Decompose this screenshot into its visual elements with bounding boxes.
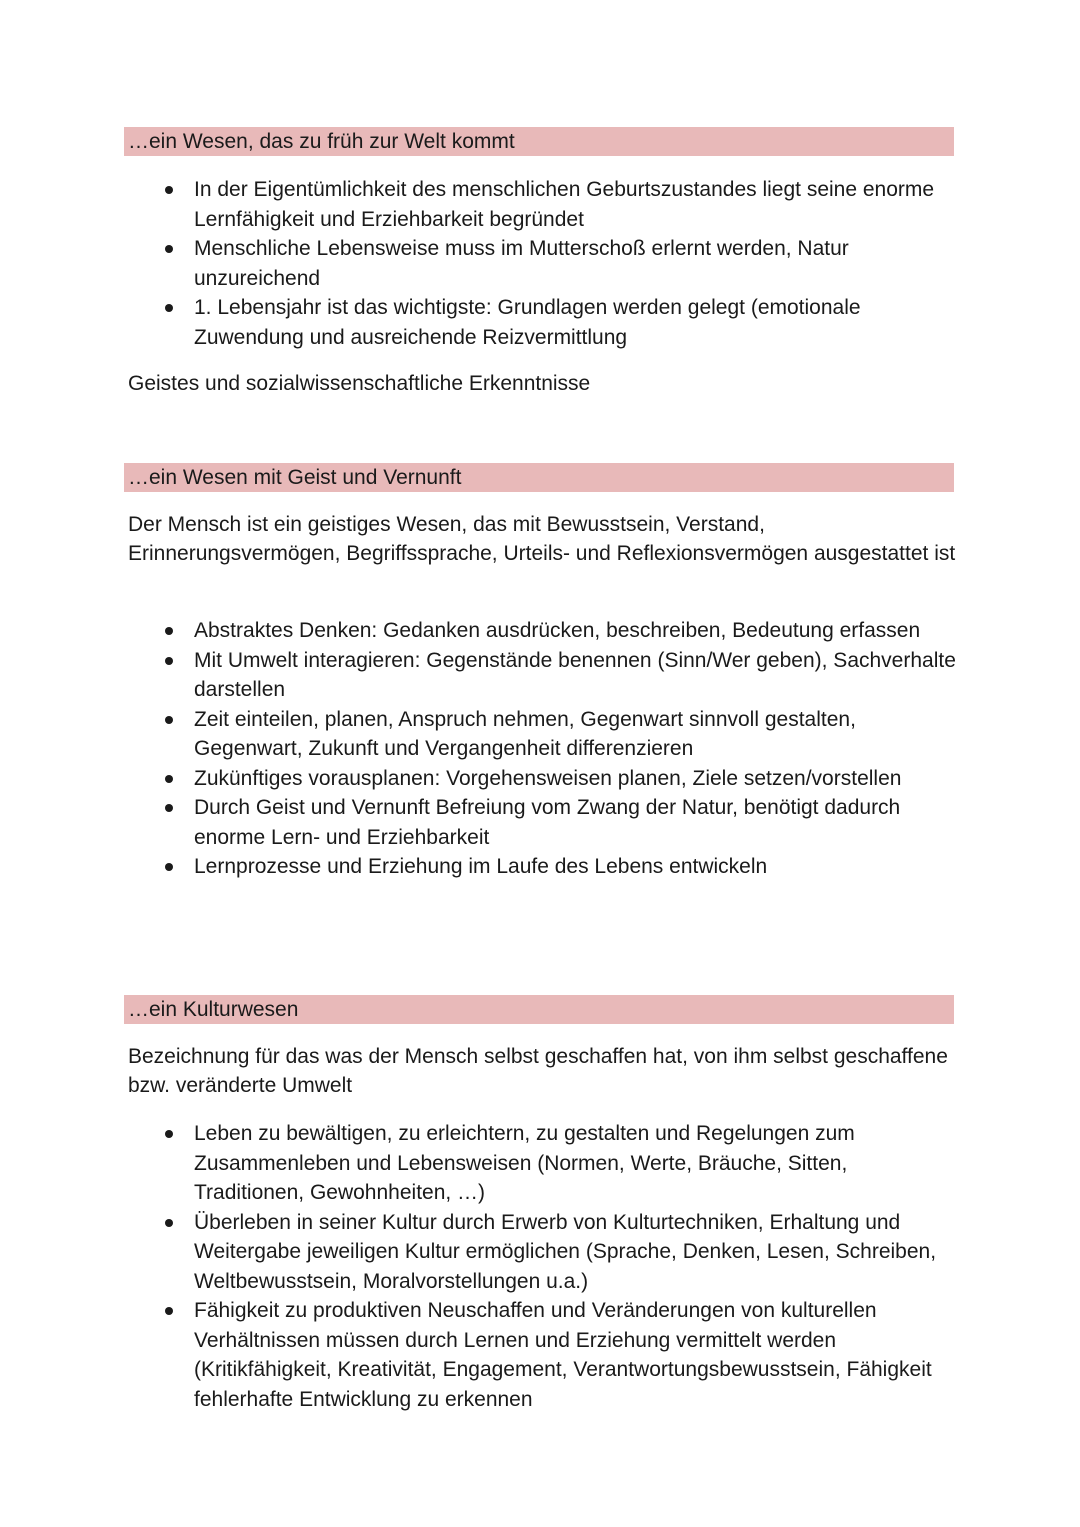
intro-paragraph-kultur: Bezeichnung für das was der Mensch selbst geschaffen hat, von ihm selbst geschaffene bzw. veränderte Umwelt: [128, 1045, 948, 1097]
list-item: Lernprozesse und Erziehung im Laufe des Lebens entwickeln: [128, 852, 958, 882]
intro-paragraph-geist: Der Mensch ist ein geistiges Wesen, das mit Bewusstsein, Verstand, Erinnerungsvermögen, Begriffssprache, Urteils- und Reflexionsvermögen ausgestattet ist: [128, 513, 956, 565]
list-item: Abstraktes Denken: Gedanken ausdrücken, beschreiben, Bedeutung erfassen: [128, 616, 958, 646]
note-text: Geistes und sozialwissenschaftliche Erkenntnisse: [128, 372, 591, 395]
section-heading-frueh: …ein Wesen, das zu früh zur Welt kommt: [124, 127, 954, 156]
list-item: Leben zu bewältigen, zu erleichtern, zu gestalten und Regelungen zum Zusammenleben und Lebensweisen (Normen, Werte, Bräuche, Sitten, Traditionen, Gewohnheiten, …): [128, 1119, 958, 1208]
list-item: Überleben in seiner Kultur durch Erwerb von Kulturtechniken, Erhaltung und Weitergabe jeweiligen Kultur ermöglichen (Sprache, Denken, Lesen, Schreiben, Weltbewusstsein, Moralvorstellungen u.a.): [128, 1208, 958, 1297]
list-item: Zukünftiges vorausplanen: Vorgehensweisen planen, Ziele setzen/vorstellen: [128, 764, 958, 794]
list-item: Fähigkeit zu produktiven Neuschaffen und Veränderungen von kulturellen Verhältnissen müssen durch Lernen und Erziehung vermittelt werden (Kritikfähigkeit, Kreativität, Engagement, Verantwortungsbewusstsein, Fähigkeit fehlerhafte Entwicklung zu erkennen: [128, 1296, 958, 1414]
list-item: Durch Geist und Vernunft Befreiung vom Zwang der Natur, benötigt dadurch enorme Lern- und Erziehbarkeit: [128, 793, 958, 852]
section-heading-geist: …ein Wesen mit Geist und Vernunft: [124, 463, 954, 492]
list-item: 1. Lebensjahr ist das wichtigste: Grundlagen werden gelegt (emotionale Zuwendung und ausreichende Reizvermittlung: [128, 293, 958, 352]
list-item: Zeit einteilen, planen, Anspruch nehmen, Gegenwart sinnvoll gestalten, Gegenwart, Zukunft und Vergangenheit differenzieren: [128, 705, 958, 764]
bullet-list-frueh: [128, 175, 958, 352]
section-heading-kultur: …ein Kulturwesen: [124, 995, 954, 1024]
list-item: In der Eigentümlichkeit des menschlichen Geburtszustandes liegt seine enorme Lernfähigkeit und Erziehbarkeit begründet: [128, 175, 958, 234]
bullet-list-geist: [128, 616, 958, 882]
list-item: Mit Umwelt interagieren: Gegenstände benennen (Sinn/Wer geben), Sachverhalte darstellen: [128, 646, 958, 705]
bullet-list-kultur: [128, 1119, 958, 1414]
list-item: Menschliche Lebensweise muss im Mutterschoß erlernt werden, Natur unzureichend: [128, 234, 958, 293]
